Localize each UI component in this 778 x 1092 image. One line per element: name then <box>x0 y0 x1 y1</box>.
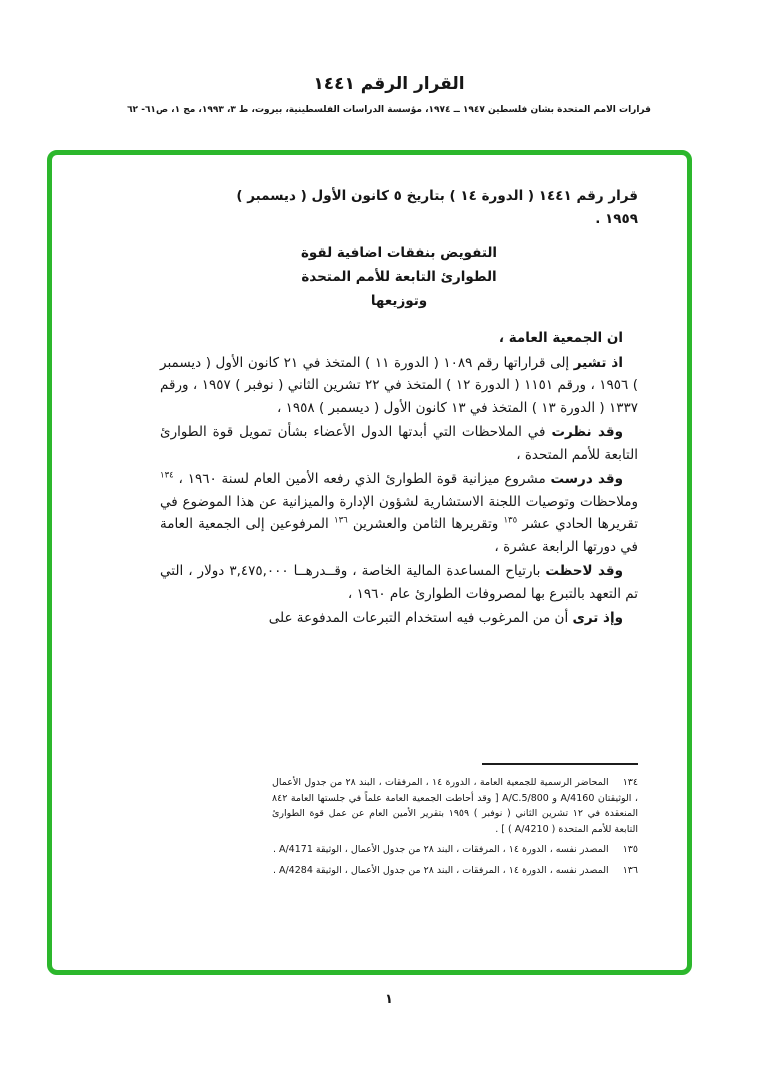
paragraph-text: وتقريرها الثامن والعشرين <box>347 516 504 532</box>
footnote-ref-134: ١٣٤ <box>160 470 174 481</box>
subject-line-2: الطوارئ التابعة للأمم المتحدة <box>301 269 497 285</box>
paragraph-text: وملاحظات وتوصيات اللجنة الاستشارية لشؤون الإدارة والميزانية عن هذا الموضوع في تقريرها الحادي عشر <box>160 493 638 532</box>
footnote-ref-136: ١٣٦ <box>334 515 348 526</box>
paragraph-having-studied <box>160 468 638 558</box>
paragraph-text: المرفوعين إلى الجمعية العامة في دورتها الرابعة عشرة ، <box>160 516 638 555</box>
source-citation: قرارات الأمم المتحدة بشأن فلسطين ١٩٤٧ ــ ١٩٧٤، مؤسسة الدراسات الفلسطينية، بيروت، ط ٣، ١٩٩٣، مج ١، ص٦١- ٦٢ <box>127 105 651 115</box>
content-frame <box>47 150 692 975</box>
paragraph-text: أن من المرغوب فيه استخدام التبرعات المدفوعة على <box>268 610 573 626</box>
paragraph-text: مشروع ميزانية قوة الطوارئ الذي رفعه الأمين العام لسنة ١٩٦٠ ، <box>173 471 551 487</box>
paragraph-lead-text: وقد لاحظت <box>545 563 624 579</box>
paragraph-having-noted <box>160 560 638 605</box>
footnote-number: ١٣٦ <box>622 864 638 876</box>
resolution-body <box>160 185 638 632</box>
footnote-number: ١٣٥ <box>622 844 638 855</box>
footnote-134 <box>272 775 638 837</box>
document-title: القرار الرقم ١٤٤١ <box>313 74 465 94</box>
paragraph-text: في الملاحظات التي أبدتها الدول الأعضاء بشأن تمويل قوة الطوارئ التابعة للأمم المتحدة ، <box>160 424 638 463</box>
footnotes-section <box>272 763 638 883</box>
paragraph-lead-text: وإذ ترى <box>572 610 623 626</box>
resolution-heading <box>160 185 638 231</box>
footnote-separator <box>482 763 638 765</box>
footnote-number: ١٣٤ <box>622 777 638 788</box>
paragraph-text: إلى قراراتها رقم ١٠٨٩ ( الدورة ١١ ) المتخذ في ٢١ كانون الأول ( ديسمبر ) ١٩٥٦ ، ورقم ١١٥١ ( الدورة ١٢ ) المتخذ في ٢٢ تشرين الثاني ( نوفبر ) ١٩٥٧ ، ورقم ١٣٣٧ ( الدورة ١٣ ) المتخذ في ١٣ كانون الأول ( ديسمبر ) ١٩٥٨ ، <box>160 354 638 416</box>
footnote-135 <box>272 842 638 858</box>
footnote-136 <box>272 863 638 879</box>
subject-line-1: التفويض بنفقات اضافية لقوة <box>300 245 498 261</box>
opening-text: ان الجمعية العامة ، <box>498 330 623 346</box>
footnote-text: المحاضر الرسمية للجمعية العامة ، الدورة ١٤ ، المرفقات ، البند ٢٨ من جدول الأعمال ، الوثيقتان A/4160 و A/C.5/800 [ وقد أحاطت الجمعية العامة علماً في جلستها العامة ٨٤٢ المنعقدة في ١٢ تشرين الثاني ( نوفبر ) ١٩٥٩ بتقرير الأمين العام عن عمل قوة الطوارئ التابعة للأمم المتحدة ( A/4210 ) ] . <box>272 777 638 835</box>
paragraph-opening <box>160 327 638 350</box>
footnote-text: المصدر نفسه ، الدورة ١٤ ، المرفقات ، البند ٢٨ من جدول الأعمال ، الوثيقة A/4284 . <box>272 864 609 876</box>
paragraph-having-considered <box>160 421 638 466</box>
paragraph-text: بارتياح المساعدة المالية الخاصة ، وقــدرهــا ٣,٤٧٥,٠٠٠ دولار ، التي تم التعهد بالتبرع بها لمصروفات الطوارئ عام ١٩٦٠ ، <box>160 563 638 602</box>
paragraph-lead-text: وقد نظرت <box>551 424 623 440</box>
paragraph-considering <box>160 607 638 630</box>
footnote-text: المصدر نفسه ، الدورة ١٤ ، المرفقات ، البند ٢٨ من جدول الأعمال ، الوثيقة A/4171 . <box>272 844 609 855</box>
footnote-ref-135: ١٣٥ <box>503 515 518 526</box>
paragraph-lead-text: وقد درست <box>550 471 623 487</box>
resolution-heading-line2: ١٩٥٩ . <box>595 211 638 227</box>
resolution-subject <box>160 241 638 313</box>
subject-line-3: وتوزيعها <box>370 293 428 309</box>
paragraph-recalling <box>160 352 638 420</box>
page-number: ١ <box>385 992 393 1007</box>
resolution-heading-line1: قرار رقم ١٤٤١ ( الدورة ١٤ ) بتاريخ ٥ كانون الأول ( ديسمبر ) <box>236 188 638 204</box>
paragraph-lead-text: اذ تشير <box>573 354 623 371</box>
